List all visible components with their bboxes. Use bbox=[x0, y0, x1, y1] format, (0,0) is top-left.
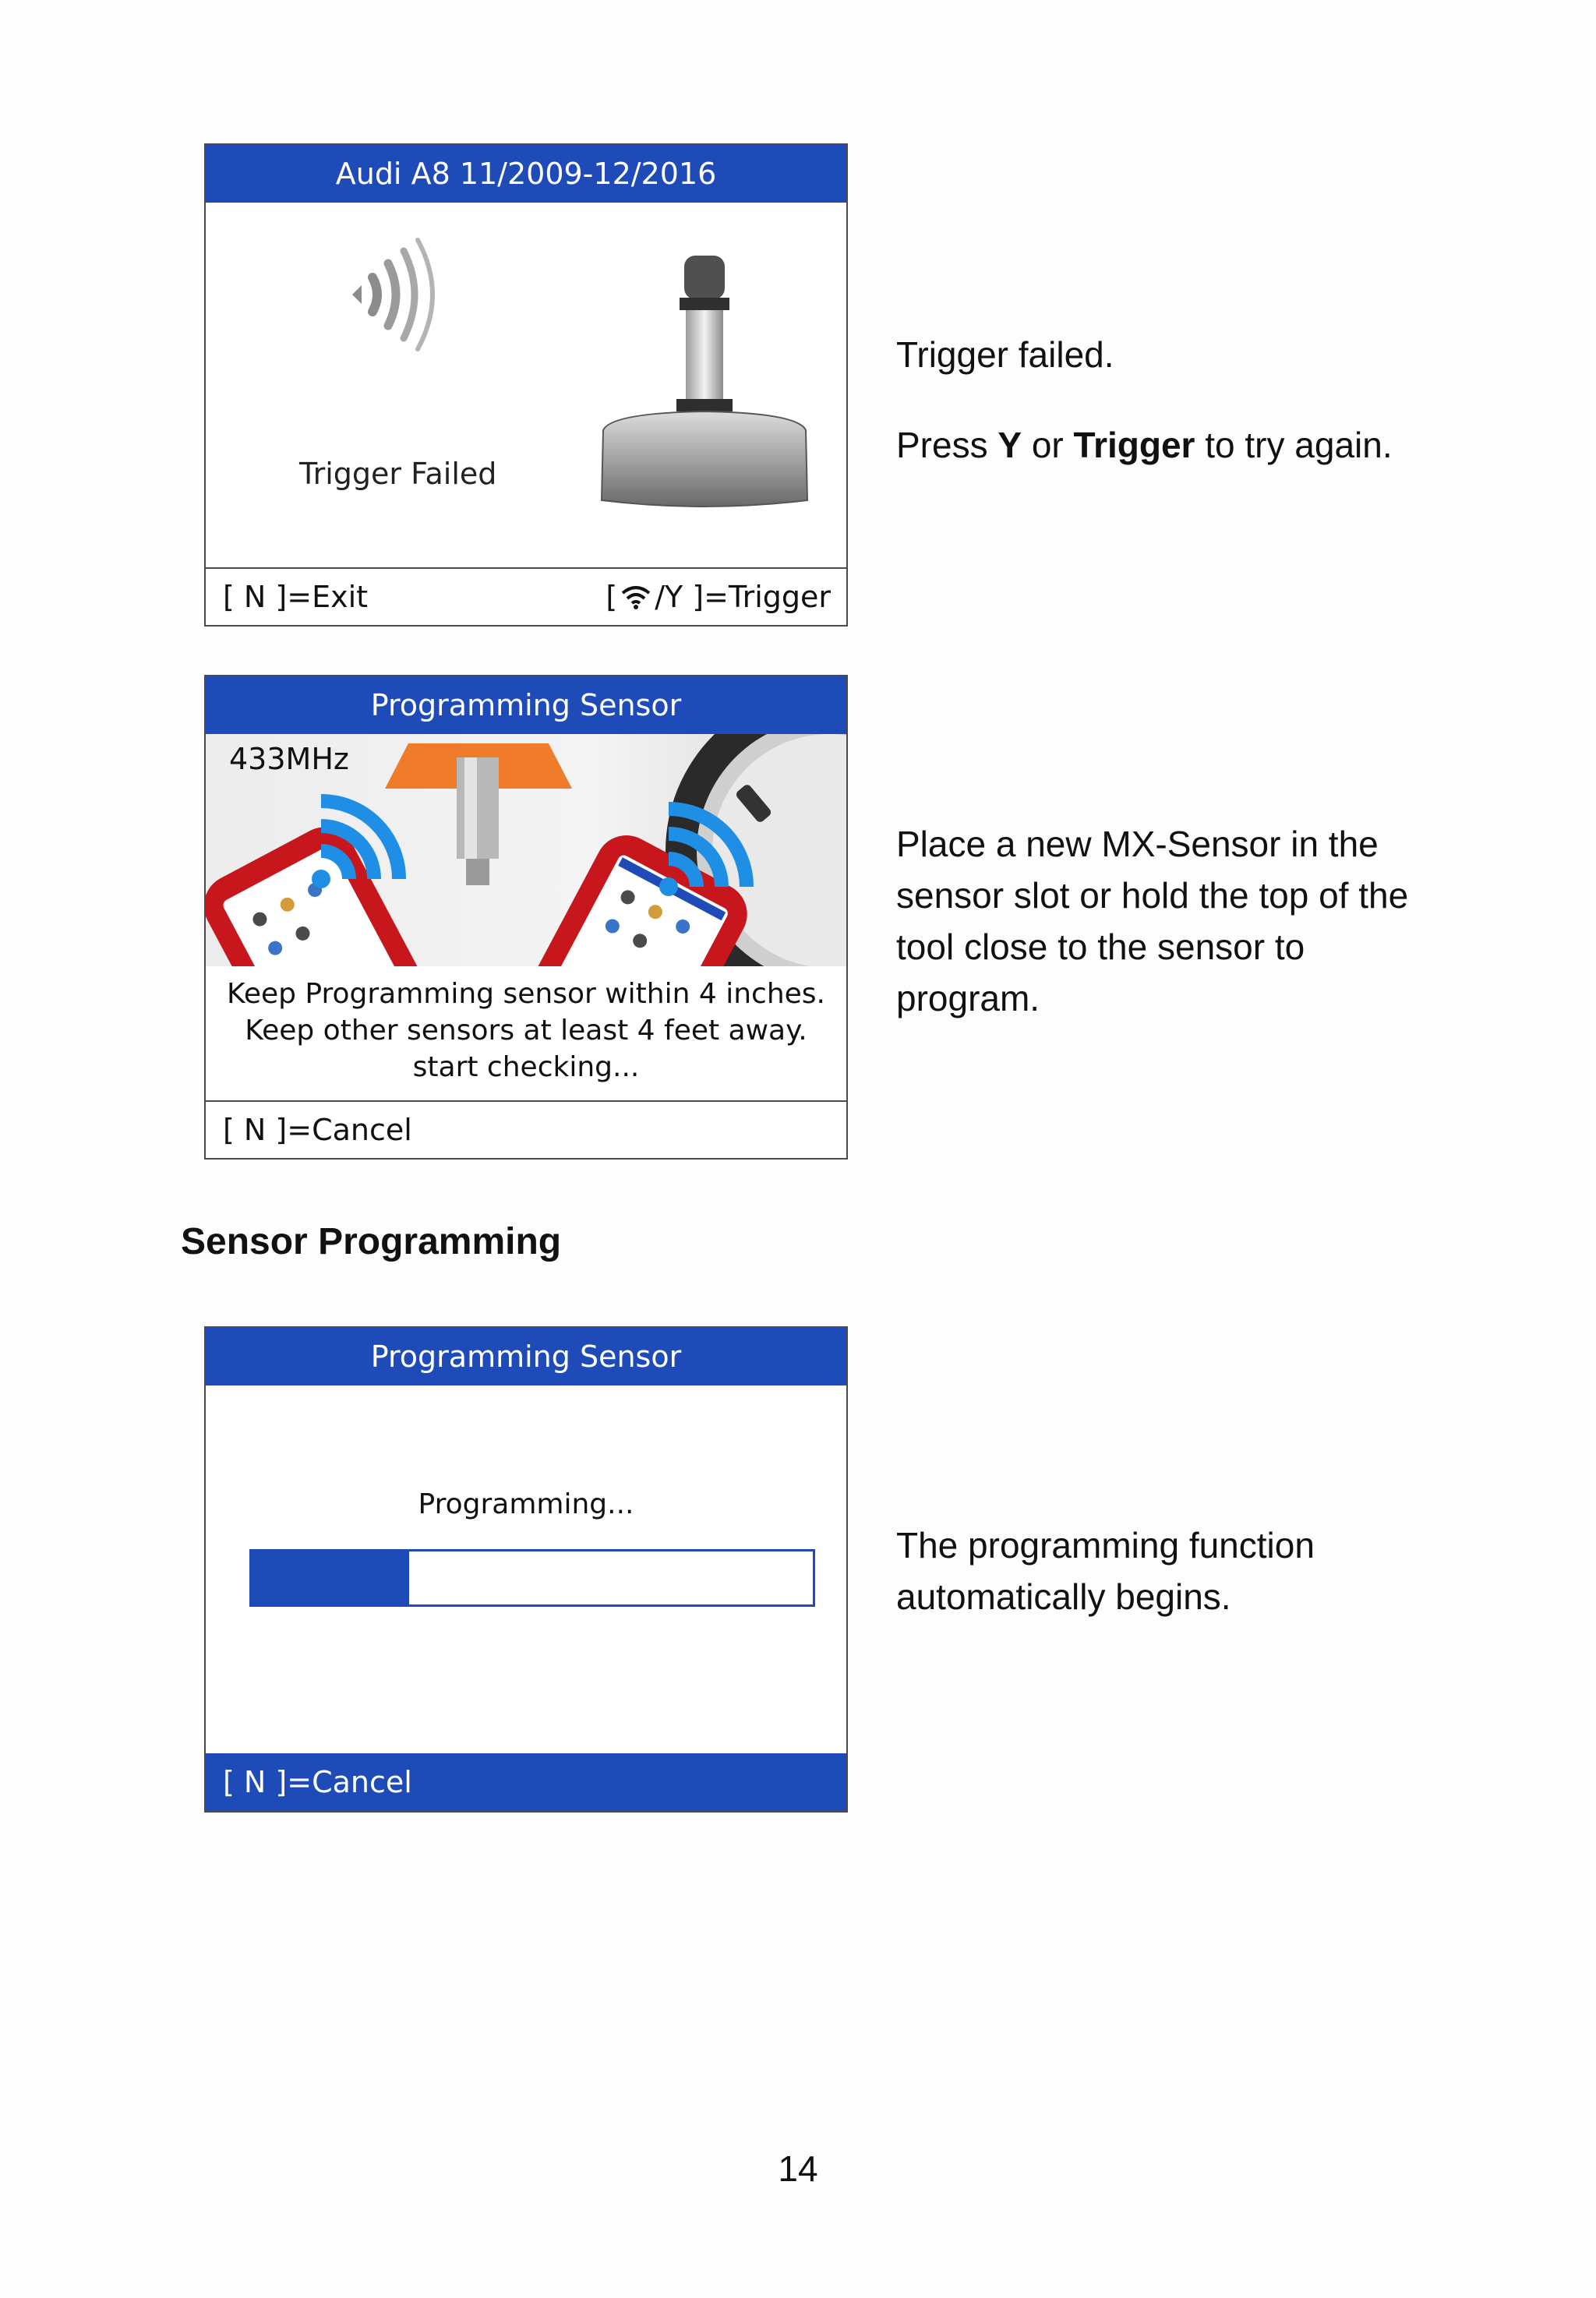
description-line: Place a new MX-Sensor in the bbox=[896, 824, 1379, 864]
description-line: tool close to the sensor to bbox=[896, 927, 1305, 967]
description-line: program. bbox=[896, 978, 1040, 1018]
programming-instructions bbox=[206, 976, 846, 1085]
description-line: sensor slot or hold the top of the bbox=[896, 875, 1409, 916]
programming-sensor-screen bbox=[204, 675, 848, 1160]
wifi-icon bbox=[620, 584, 651, 610]
cancel-key-label[interactable]: [ N ]=Cancel bbox=[223, 1113, 412, 1147]
screen-footer bbox=[206, 1100, 846, 1158]
screen-title: Audi A8 11/2009-12/2016 bbox=[206, 145, 846, 203]
trigger-failed-description bbox=[896, 329, 1393, 471]
programming-status-text: Programming... bbox=[418, 1488, 634, 1520]
description-line: Trigger failed. bbox=[896, 334, 1114, 375]
trigger-failed-screen bbox=[204, 143, 848, 627]
tpms-sensor-image bbox=[588, 251, 821, 508]
cancel-key-label[interactable]: [ N ]=Cancel bbox=[223, 1765, 412, 1799]
screen-footer bbox=[206, 567, 846, 625]
instruction-line: Keep other sensors at least 4 feet away. bbox=[245, 1015, 807, 1047]
section-heading: Sensor Programming bbox=[181, 1221, 562, 1262]
description-line: Press Y or Trigger to try again. bbox=[896, 425, 1393, 465]
screen-title: Programming Sensor bbox=[206, 676, 846, 734]
exit-key-label[interactable]: [ N ]=Exit bbox=[223, 580, 369, 614]
instruction-line: start checking... bbox=[412, 1051, 640, 1083]
signal-waves-icon bbox=[338, 223, 463, 371]
frequency-label: 433MHz bbox=[229, 742, 349, 776]
description-line: automatically begins. bbox=[896, 1576, 1231, 1617]
trigger-key-label[interactable]: [ /Y ]=Trigger bbox=[606, 580, 831, 614]
description-line: The programming function bbox=[896, 1525, 1315, 1566]
placement-description bbox=[896, 818, 1408, 1024]
page-number: 14 bbox=[778, 2148, 818, 2189]
progress-bar bbox=[249, 1549, 815, 1607]
screen-title: Programming Sensor bbox=[206, 1328, 846, 1386]
trigger-status-text: Trigger Failed bbox=[299, 457, 497, 491]
programming-progress-screen bbox=[204, 1326, 848, 1813]
progress-fill bbox=[252, 1551, 409, 1604]
programming-description bbox=[896, 1520, 1315, 1622]
screen-footer bbox=[206, 1753, 846, 1811]
instruction-line: Keep Programming sensor within 4 inches. bbox=[227, 978, 825, 1010]
